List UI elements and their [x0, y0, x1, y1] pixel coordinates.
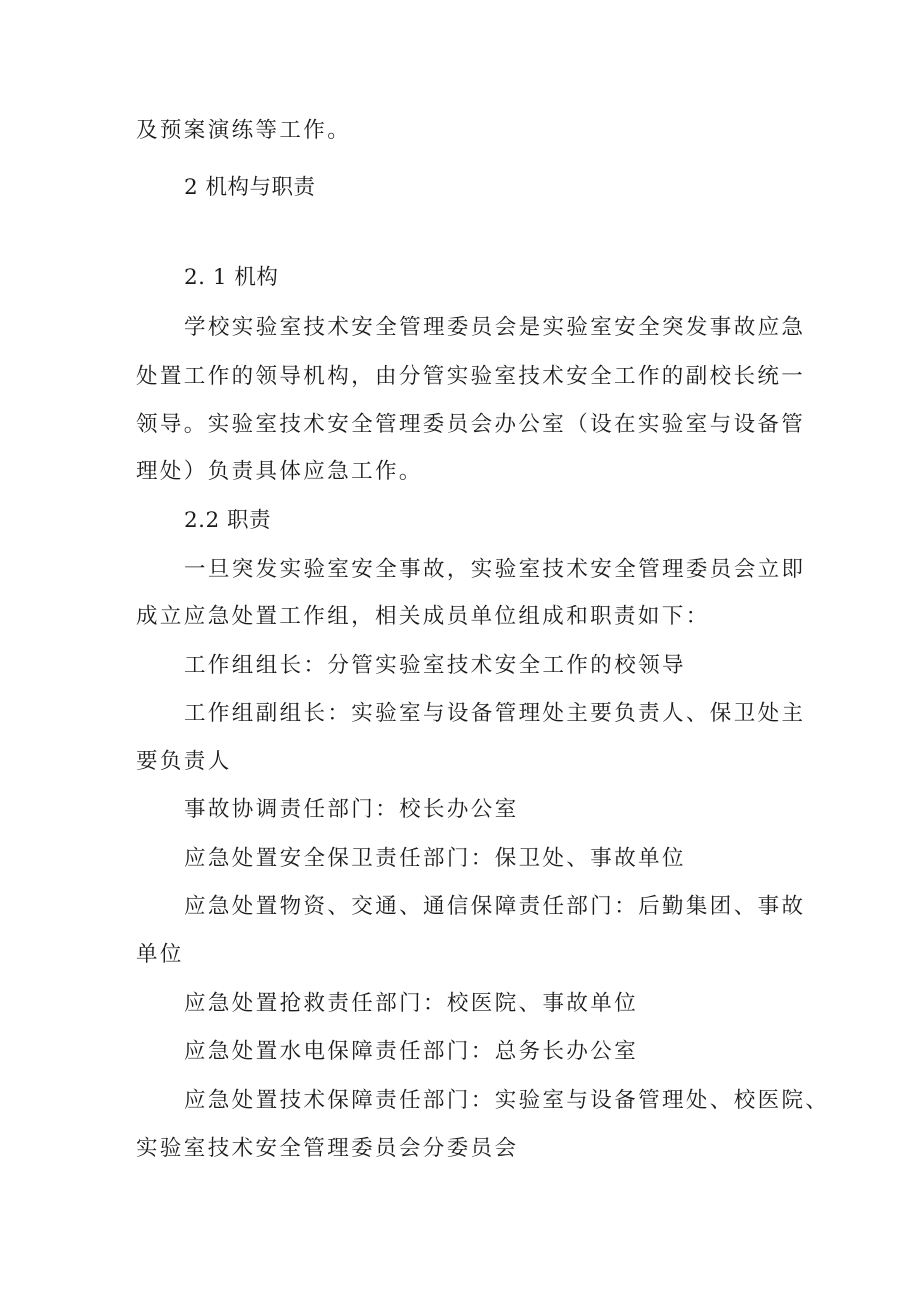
subsection-heading: 2. 1 机构 [184, 265, 279, 290]
list-item: 工作组副组长：实验室与设备管理处主要负责人、保卫处主 [184, 701, 806, 726]
paragraph-line: 学校实验室技术安全管理委员会是实验室安全突发事故应急 [184, 315, 806, 340]
list-item: 应急处置安全保卫责任部门：保卫处、事故单位 [184, 846, 686, 871]
paragraph-line: 一旦突发实验室安全事故，实验室技术安全管理委员会立即 [184, 557, 806, 582]
paragraph-line: 领导。实验室技术安全管理委员会办公室（设在实验室与设备管 [136, 412, 806, 437]
paragraph-line: 理处）负责具体应急工作。 [136, 459, 423, 484]
paragraph-line: 处置工作的领导机构，由分管实验室技术安全工作的副校长统一 [136, 364, 806, 389]
list-item: 应急处置抢救责任部门：校医院、事故单位 [184, 991, 639, 1016]
list-item: 工作组组长：分管实验室技术安全工作的校领导 [184, 653, 686, 678]
subsection-heading: 2.2 职责 [184, 508, 272, 533]
list-item: 应急处置技术保障责任部门：实验室与设备管理处、校医院、 [184, 1088, 830, 1113]
list-item-continuation: 单位 [136, 942, 184, 967]
section-heading: 2 机构与职责 [184, 175, 316, 200]
list-item: 事故协调责任部门：校长办公室 [184, 797, 519, 822]
list-item-continuation: 要负责人 [136, 749, 232, 774]
list-item-continuation: 实验室技术安全管理委员会分委员会 [136, 1136, 519, 1161]
paragraph-line: 成立应急处置工作组，相关成员单位组成和职责如下： [136, 604, 710, 629]
list-item: 应急处置物资、交通、通信保障责任部门：后勤集团、事故 [184, 894, 806, 919]
paragraph-line: 及预案演练等工作。 [136, 118, 352, 143]
list-item: 应急处置水电保障责任部门：总务长办公室 [184, 1039, 639, 1064]
